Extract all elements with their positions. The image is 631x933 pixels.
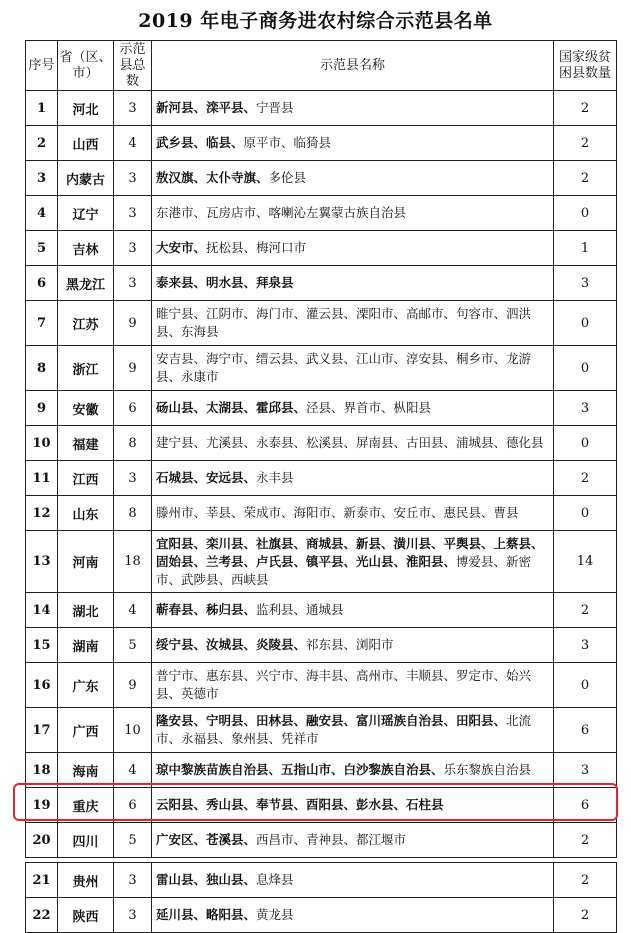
county-names-regular: 西昌市、青神县、都江堰市	[256, 832, 407, 847]
county-names-cell	[152, 708, 554, 753]
poor-county-count-cell: 3	[554, 628, 617, 663]
province-cell: 黑龙江	[58, 266, 114, 301]
province-cell: 福建	[58, 426, 114, 461]
county-names-bold: 琼中黎族苗族自治县、五指山市、白沙黎族自治县、	[156, 762, 444, 777]
poor-county-count-cell: 0	[554, 301, 617, 346]
table-row	[26, 708, 617, 753]
province-cell: 山西	[58, 126, 114, 161]
county-names-cell	[152, 91, 554, 126]
row-number: 1	[26, 91, 58, 126]
row-number: 22	[26, 898, 58, 933]
page-title: 2019 年电子商务进农村综合示范县名单	[138, 10, 493, 32]
county-count-cell: 3	[114, 266, 152, 301]
table-row	[26, 301, 617, 346]
row-number: 17	[26, 708, 58, 753]
province-cell: 山东	[58, 496, 114, 531]
table-row	[26, 593, 617, 628]
row-number: 4	[26, 196, 58, 231]
county-count-cell: 8	[114, 496, 152, 531]
row-number: 2	[26, 126, 58, 161]
row-number: 8	[26, 346, 58, 391]
poor-county-count-cell: 0	[554, 346, 617, 391]
province-cell: 广西	[58, 708, 114, 753]
county-names-bold: 隆安县、宁明县、田林县、融安县、富川瑶族自治县、田阳县、	[156, 713, 507, 728]
poor-county-count-cell: 2	[554, 461, 617, 496]
county-names-cell	[152, 196, 554, 231]
table-row	[26, 753, 617, 788]
row-number: 10	[26, 426, 58, 461]
county-names-cell	[152, 863, 554, 898]
row-number: 3	[26, 161, 58, 196]
county-names-bold: 云阳县、秀山县、奉节县、酉阳县、彭水县、石柱县	[156, 797, 444, 812]
province-cell: 江西	[58, 461, 114, 496]
county-names-cell	[152, 426, 554, 461]
row-number: 13	[26, 531, 58, 593]
province-cell: 海南	[58, 753, 114, 788]
county-count-cell: 5	[114, 823, 152, 858]
province-cell: 河北	[58, 91, 114, 126]
poor-county-count-cell: 3	[554, 753, 617, 788]
county-names-regular: 多伦县	[268, 170, 307, 185]
county-count-cell: 9	[114, 301, 152, 346]
county-names-regular: 监利县、通城县	[256, 602, 344, 617]
county-names-regular: 泾县、界首市、枞阳县	[306, 400, 432, 415]
county-names-cell	[152, 823, 554, 858]
poor-county-count-cell: 2	[554, 898, 617, 933]
table-row	[26, 126, 617, 161]
province-cell: 吉林	[58, 231, 114, 266]
table-row	[26, 628, 617, 663]
row-number: 15	[26, 628, 58, 663]
poor-county-count-cell: 3	[554, 391, 617, 426]
county-names-regular: 滕州市、莘县、荣成市、海阳市、新泰市、安丘市、惠民县、曹县	[156, 505, 519, 520]
table-row	[26, 266, 617, 301]
row-number: 11	[26, 461, 58, 496]
county-names-cell	[152, 391, 554, 426]
county-names-bold: 武乡县、临县、	[156, 135, 244, 150]
county-count-cell: 8	[114, 426, 152, 461]
county-names-cell	[152, 126, 554, 161]
county-names-regular: 博爱县、新密市、武陟县、西峡县	[156, 553, 532, 587]
county-names-bold: 雷山县、独山县、	[156, 872, 257, 887]
county-names-bold: 敖汉旗、太仆寺旗、	[156, 170, 269, 185]
county-names-bold: 泰来县、明水县、拜泉县	[156, 275, 294, 290]
county-names-cell	[152, 753, 554, 788]
county-names-regular: 宁晋县	[256, 100, 294, 115]
county-count-cell: 3	[114, 161, 152, 196]
table-row	[26, 196, 617, 231]
county-names-cell	[152, 663, 554, 708]
county-names-regular: 建宁县、尤溪县、永泰县、松溪县、屏南县、古田县、浦城县、德化县	[156, 435, 544, 450]
header-province: 省（区、市）	[58, 41, 114, 91]
header-row	[26, 41, 617, 91]
row-number: 7	[26, 301, 58, 346]
poor-county-count-cell: 2	[554, 161, 617, 196]
poor-county-count-cell: 2	[554, 91, 617, 126]
table-row	[26, 663, 617, 708]
county-names-cell	[152, 593, 554, 628]
table-row	[26, 863, 617, 898]
county-count-cell: 3	[114, 231, 152, 266]
row-number: 9	[26, 391, 58, 426]
county-names-cell	[152, 496, 554, 531]
county-names-regular: 息烽县	[256, 872, 294, 887]
table-row	[26, 391, 617, 426]
county-names-cell	[152, 301, 554, 346]
county-names-bold: 砀山县、太湖县、霍邱县、	[156, 400, 307, 415]
county-count-cell: 4	[114, 753, 152, 788]
county-count-cell: 3	[114, 898, 152, 933]
county-names-regular: 原平市、临猗县	[243, 135, 332, 150]
county-count-cell: 3	[114, 461, 152, 496]
poor-county-count-cell: 14	[554, 531, 617, 593]
row-number: 16	[26, 663, 58, 708]
county-names-bold: 广安区、苍溪县、	[156, 832, 257, 847]
county-count-cell: 3	[114, 863, 152, 898]
province-cell: 贵州	[58, 863, 114, 898]
county-names-regular: 黄龙县	[256, 907, 294, 922]
table-row	[26, 496, 617, 531]
county-count-cell: 6	[114, 788, 152, 823]
poor-county-count-cell: 0	[554, 663, 617, 708]
county-count-cell: 10	[114, 708, 152, 753]
header-count: 示范县总数	[114, 41, 152, 91]
poor-county-count-cell: 2	[554, 823, 617, 858]
poor-county-count-cell: 2	[554, 863, 617, 898]
county-names-cell	[152, 346, 554, 391]
table-row	[26, 898, 617, 933]
county-count-cell: 4	[114, 593, 152, 628]
poor-county-count-cell: 0	[554, 496, 617, 531]
county-names-regular: 乐东黎族自治县	[443, 762, 532, 777]
province-cell: 湖南	[58, 628, 114, 663]
row-number: 5	[26, 231, 58, 266]
county-names-cell	[152, 231, 554, 266]
table-row	[26, 426, 617, 461]
header-names: 示范县名称	[152, 41, 554, 91]
province-cell: 广东	[58, 663, 114, 708]
county-names-bold: 新河县、滦平县、	[156, 100, 257, 115]
province-cell: 江苏	[58, 301, 114, 346]
table-row	[26, 161, 617, 196]
county-names-regular: 祁东县、浏阳市	[306, 637, 394, 652]
header-poor: 国家级贫困县数量	[554, 41, 617, 91]
county-names-regular: 永丰县	[256, 470, 294, 485]
county-count-cell: 6	[114, 391, 152, 426]
header-no: 序号	[26, 41, 58, 91]
poor-county-count-cell: 2	[554, 126, 617, 161]
county-names-regular: 东港市、瓦房店市、喀喇沁左翼蒙古族自治县	[156, 205, 407, 220]
province-cell: 河南	[58, 531, 114, 593]
poor-county-count-cell: 1	[554, 231, 617, 266]
county-count-cell: 5	[114, 628, 152, 663]
table-row	[26, 346, 617, 391]
county-names-cell	[152, 461, 554, 496]
row-number: 6	[26, 266, 58, 301]
table-row	[26, 91, 617, 126]
row-number: 19	[26, 788, 58, 823]
table-row	[26, 788, 617, 823]
province-cell: 安徽	[58, 391, 114, 426]
province-cell: 辽宁	[58, 196, 114, 231]
county-table	[25, 40, 617, 933]
table-row	[26, 531, 617, 593]
county-names-cell	[152, 531, 554, 593]
table-row	[26, 231, 617, 266]
county-names-regular: 安吉县、海宁市、缙云县、武义县、江山市、淳安县、桐乡市、龙游县、永康市	[156, 351, 532, 384]
county-names-cell	[152, 628, 554, 663]
county-names-regular: 睢宁县、江阴市、海门市、灌云县、溧阳市、高邮市、句容市、泗洪县、东海县	[156, 306, 532, 339]
poor-county-count-cell: 6	[554, 708, 617, 753]
table-row	[26, 461, 617, 496]
county-names-regular: 抚松县、梅河口市	[206, 240, 307, 255]
county-names-bold: 宜阳县、栾川县、社旗县、商城县、新县、潢川县、平舆县、上蔡县、固始县、兰考县、卢氏县、镇平县、光山县、淮阳县、	[156, 535, 544, 569]
poor-county-count-cell: 2	[554, 593, 617, 628]
county-count-cell: 9	[114, 346, 152, 391]
county-names-cell	[152, 898, 554, 933]
county-names-regular: 普宁市、惠东县、兴宁市、海丰县、高州市、丰顺县、罗定市、始兴县、英德市	[156, 668, 532, 701]
county-count-cell: 3	[114, 91, 152, 126]
province-cell: 陕西	[58, 898, 114, 933]
county-count-cell: 18	[114, 531, 152, 593]
county-names-bold: 石城县、安远县、	[156, 470, 257, 485]
county-names-bold: 延川县、略阳县、	[156, 907, 257, 922]
county-count-cell: 4	[114, 126, 152, 161]
row-number: 18	[26, 753, 58, 788]
province-cell: 内蒙古	[58, 161, 114, 196]
poor-county-count-cell: 0	[554, 426, 617, 461]
table-row	[26, 823, 617, 858]
county-names-bold: 大安市、	[156, 240, 207, 255]
county-names-bold: 蕲春县、秭归县、	[156, 602, 257, 617]
row-number: 12	[26, 496, 58, 531]
poor-county-count-cell: 0	[554, 196, 617, 231]
province-cell: 湖北	[58, 593, 114, 628]
province-cell: 重庆	[58, 788, 114, 823]
row-number: 21	[26, 863, 58, 898]
county-names-regular: 北流市、永福县、象州县、凭祥市	[156, 713, 532, 746]
province-cell: 四川	[58, 823, 114, 858]
county-names-cell	[152, 266, 554, 301]
row-number: 14	[26, 593, 58, 628]
province-cell: 浙江	[58, 346, 114, 391]
county-names-bold: 绥宁县、汝城县、炎陵县、	[156, 637, 307, 652]
county-names-cell	[152, 788, 554, 823]
row-number: 20	[26, 823, 58, 858]
county-count-cell: 9	[114, 663, 152, 708]
county-names-cell	[152, 161, 554, 196]
poor-county-count-cell: 3	[554, 266, 617, 301]
county-count-cell: 3	[114, 196, 152, 231]
poor-county-count-cell: 6	[554, 788, 617, 823]
